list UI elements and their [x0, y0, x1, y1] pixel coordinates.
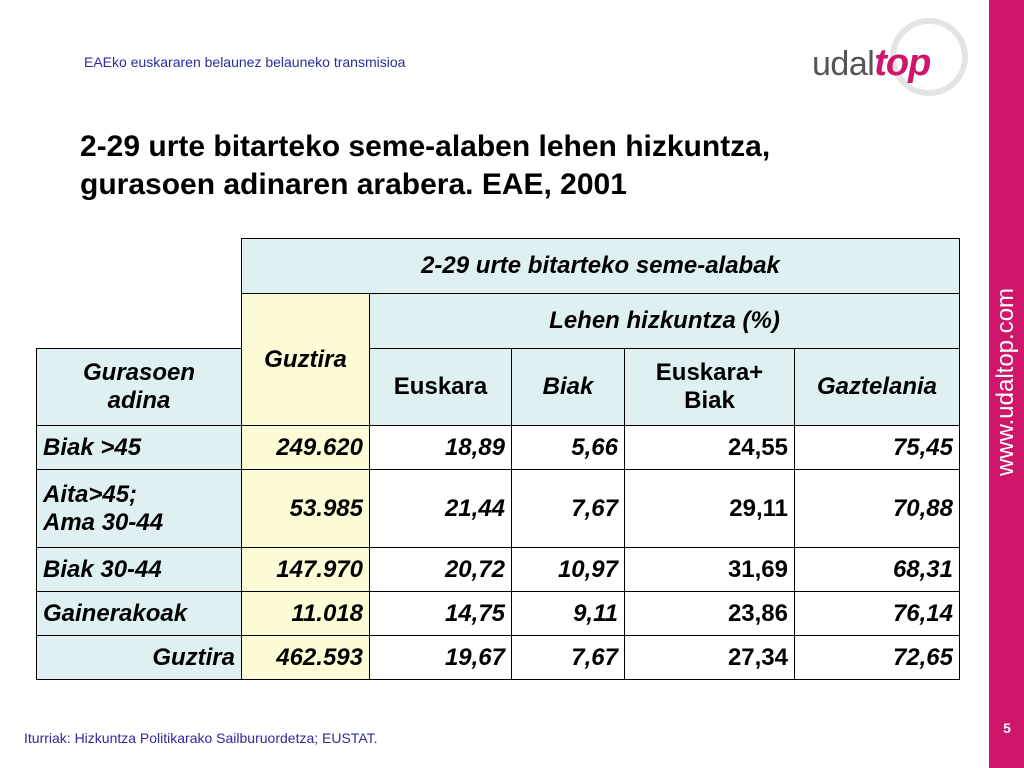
table-row	[37, 592, 960, 636]
slide-title-line-2: gurasoen adinaren arabera. EAE, 2001	[80, 168, 627, 201]
cell-euskara-biak: 31,69	[625, 548, 795, 592]
row-label: Aita>45; Ama 30-44	[37, 470, 242, 548]
col-euskara-biak: Euskara+ Biak	[625, 349, 795, 426]
cell-total: 53.985	[242, 470, 370, 548]
col-euskara: Euskara	[370, 349, 512, 426]
cell-biak: 7,67	[512, 470, 625, 548]
cell-gaztelania: 70,88	[795, 470, 960, 548]
side-url: www.udaltop.com	[992, 287, 1019, 477]
row-header: Gurasoen adina	[37, 349, 242, 426]
source-note: Iturriak: Hizkuntza Politikarako Sailburuordetza; EUSTAT.	[24, 730, 378, 746]
slide-title-line-1: 2-29 urte bitarteko seme-alaben lehen hizkuntza,	[80, 130, 771, 163]
table-row	[37, 548, 960, 592]
row-label: Gainerakoak	[37, 592, 242, 636]
row-label: Guztira	[37, 636, 242, 680]
slide-title	[80, 128, 770, 204]
cell-euskara: 14,75	[370, 592, 512, 636]
logo-text-top: top	[874, 42, 931, 84]
table-row	[37, 470, 960, 548]
table-row	[37, 426, 960, 470]
col-gaztelania: Gaztelania	[795, 349, 960, 426]
row-label: Biak >45	[37, 426, 242, 470]
cell-total: 147.970	[242, 548, 370, 592]
cell-euskara-biak: 23,86	[625, 592, 795, 636]
cell-biak: 7,67	[512, 636, 625, 680]
data-table	[36, 238, 960, 680]
udaltop-logo	[808, 14, 978, 98]
cell-total: 11.018	[242, 592, 370, 636]
table-row-total	[37, 636, 960, 680]
cell-euskara-biak: 27,34	[625, 636, 795, 680]
row-label: Biak 30-44	[37, 548, 242, 592]
logo-text-udal: udal	[812, 45, 875, 83]
cell-gaztelania: 68,31	[795, 548, 960, 592]
cell-euskara: 19,67	[370, 636, 512, 680]
top-header: 2-29 urte bitarteko seme-alabak	[242, 239, 960, 294]
cell-euskara-biak: 29,11	[625, 470, 795, 548]
cell-euskara: 21,44	[370, 470, 512, 548]
presentation-subtitle: EAEko euskararen belaunez belauneko transmisioa	[84, 54, 406, 70]
cell-biak: 5,66	[512, 426, 625, 470]
cell-total: 462.593	[242, 636, 370, 680]
cell-total: 249.620	[242, 426, 370, 470]
cell-euskara: 18,89	[370, 426, 512, 470]
col-biak: Biak	[512, 349, 625, 426]
page-number: 5	[1003, 720, 1011, 736]
cell-euskara-biak: 24,55	[625, 426, 795, 470]
cell-gaztelania: 72,65	[795, 636, 960, 680]
total-column-header: Guztira	[242, 294, 370, 426]
cell-biak: 9,11	[512, 592, 625, 636]
cell-gaztelania: 75,45	[795, 426, 960, 470]
cell-biak: 10,97	[512, 548, 625, 592]
cell-euskara: 20,72	[370, 548, 512, 592]
cell-gaztelania: 76,14	[795, 592, 960, 636]
language-header: Lehen hizkuntza (%)	[370, 294, 960, 349]
